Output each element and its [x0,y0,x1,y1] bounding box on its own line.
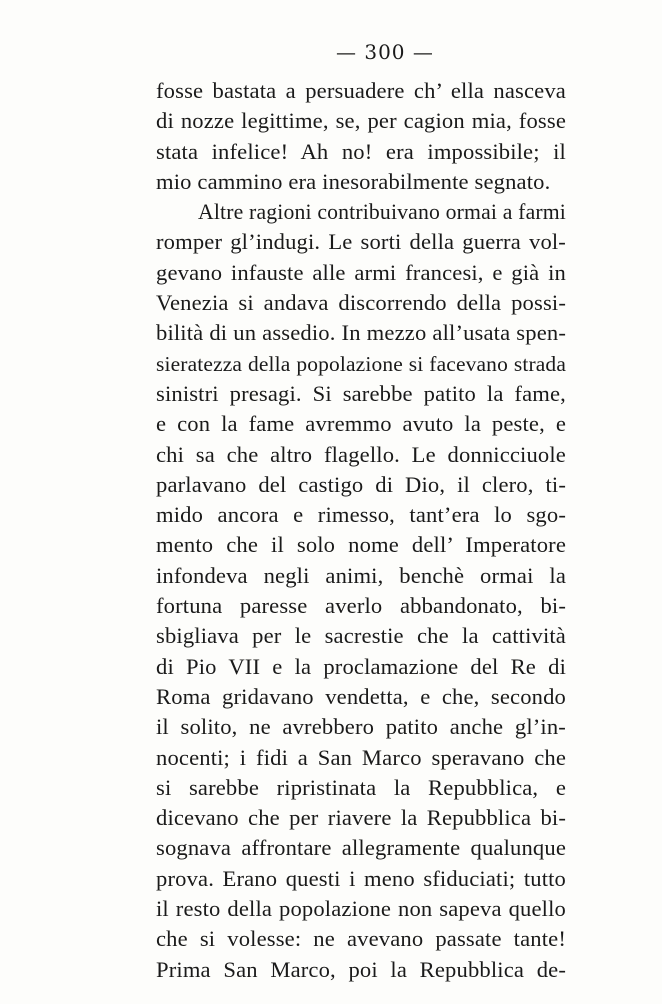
text-line: e con la fame avremmo avuto la peste, e [156,411,566,437]
text-line: sognava affrontare allegramente qualunque [156,835,566,861]
text-line: che si volesse: ne avevano passate tante! [156,926,566,952]
text-line: parlavano del castigo di Dio, il clero, ti- [156,471,566,497]
text-line: Prima San Marco, poi la Repubblica de- [156,956,566,982]
text-line: sieratezza della popolazione si facevano strada [156,351,566,376]
text-line: si sarebbe ripristinata la Repubblica, e [156,774,566,800]
text-line: di nozze legittime, se, per cagion mia, fosse [156,108,566,134]
body-text [156,76,566,985]
text-line: sinistri presagi. Si sarebbe patito la fame, [156,380,566,406]
text-line: Venezia si andava discorrendo della possi- [156,290,566,316]
text-line: gevano infauste alle armi francesi, e già in [156,259,566,285]
text-line: romper gl’indugi. Le sorti della guerra vol- [156,229,566,255]
text-line: di Pio VII e la proclamazione del Re di [156,653,566,679]
text-line: mido ancora e rimesso, tant’era lo sgo- [156,502,566,528]
text-line: fortuna paresse averlo abbandonato, bi- [156,593,566,619]
text-line: fosse bastata a persuadere ch’ ella nasceva [156,78,566,103]
text-line: mio cammino era inesorabilmente segnato. [156,168,551,194]
text-line: infondeva negli animi, benchè ormai la [156,562,566,588]
text-line: il resto della popolazione non sapeva quello [156,896,566,922]
text-line: stata infelice! Ah no! era impossibile; il [156,138,566,164]
text-line: nocenti; i fidi a San Marco speravano che [156,744,566,770]
text-line: Roma gridavano vendetta, e che, secondo [156,683,566,709]
text-line: chi sa che altro flagello. Le donnicciuole [156,441,566,467]
text-line: bilità di un assedio. In mezzo all’usata spen- [156,320,566,346]
text-line: dicevano che per riavere la Repubblica bi- [156,805,566,831]
text-line: mento che il solo nome dell’ Imperatore [156,532,566,558]
text-line: sbigliava per le sacrestie che la cattività [156,623,566,649]
text-line: prova. Erano questi i meno sfiduciati; tutto [156,865,566,891]
text-line: il solito, ne avrebbero patito anche gl’in- [156,714,566,740]
page-number: — 300 — [336,40,434,64]
text-line: Altre ragioni contribuivano ormai a farmi [198,200,566,225]
